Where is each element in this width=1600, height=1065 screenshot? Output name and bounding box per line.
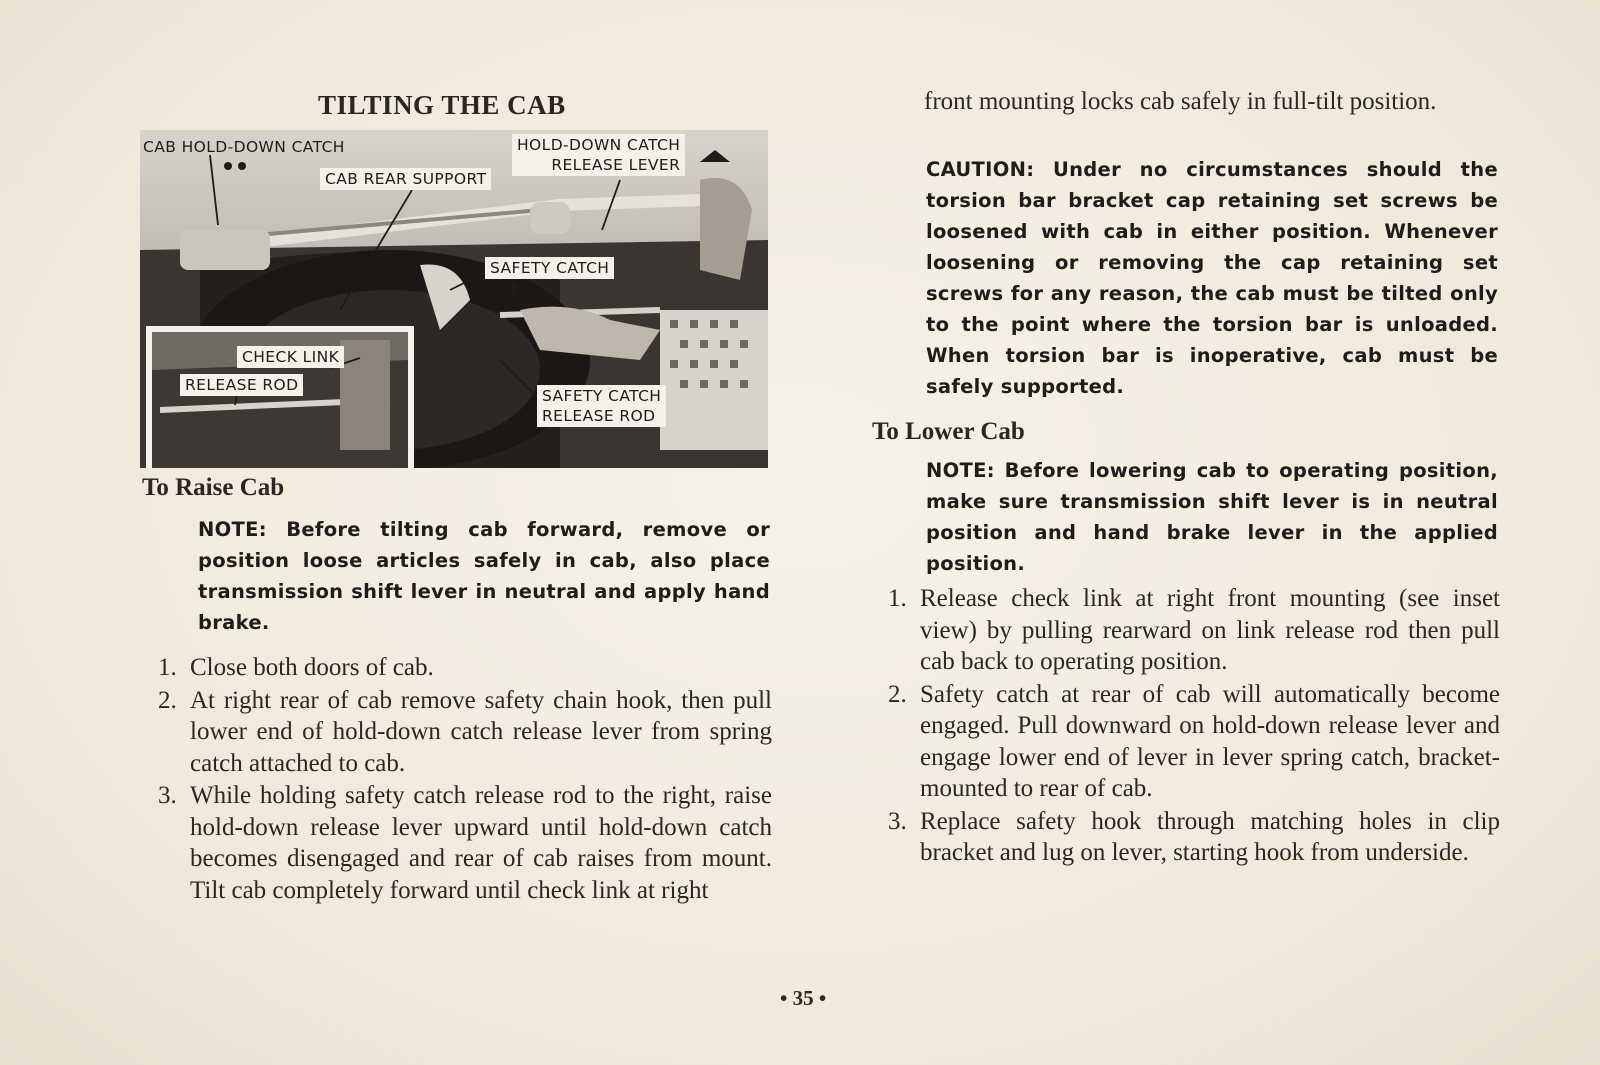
raise-cab-note: NOTE: Before tilting cab forward, remove or position loose articles safely in cab, also place transmission shift lever in neutral and apply hand brake. [198, 518, 770, 634]
callout-safety-catch-release-rod-line2: RELEASE ROD [542, 407, 656, 425]
lower-cab-heading: To Lower Cab [872, 418, 1025, 445]
callout-safety-catch-release-rod-line1: SAFETY CATCH [542, 387, 662, 405]
raise-cab-steps [148, 652, 772, 907]
raise-cab-heading: To Raise Cab [142, 474, 285, 501]
callout-cab-hold-down-catch: CAB HOLD-DOWN CATCH [143, 138, 345, 156]
lower-step-1: 1. Release check link at right front mounting (see inset view) by pulling rearward on link release rod then pull cab back to operating position. [888, 585, 1500, 675]
callout-hold-down-release-lever [512, 134, 685, 176]
lower-cab-steps [878, 583, 1500, 870]
callout-safety-catch: SAFETY CATCH [485, 257, 614, 279]
callout-hold-down-release-lever-line2: RELEASE LEVER [551, 156, 681, 174]
callout-check-link: CHECK LINK [237, 346, 344, 368]
raise-step-2: 2. At right rear of cab remove safety chain hook, then pull lower end of hold-down catch release lever from spring catch attached to cab. [158, 686, 772, 777]
lower-step-3: 3. Replace safety hook through matching holes in clip bracket and lug on lever, starting hook from underside. [888, 807, 1500, 866]
callout-hold-down-release-lever-line1: HOLD-DOWN CATCH [517, 136, 681, 154]
caution-note: CAUTION: Under no circumstances should the torsion bar bracket cap retaining set screws be loosened with cab in either position. Whenever loosening or removing the cap retaining set screws for any reason, the cab must be tilted only to the point where the torsion bar is unloaded. When torsion bar is inoperative, cab must be safely supported. [926, 158, 1498, 398]
lower-cab-note: NOTE: Before lowering cab to operating position, make sure transmission shift lever is in neutral position and hand brake lever in the applied position. [926, 459, 1498, 575]
cab-tilt-photo [140, 130, 768, 468]
callout-release-rod: RELEASE ROD [180, 374, 303, 396]
section-title: TILTING THE CAB [318, 90, 566, 120]
lower-step-2: 2. Safety catch at rear of cab will automatically become engaged. Pull downward on hold-down release lever and engage lower end of lever in lever spring catch, bracket-mounted to rear of cab. [888, 680, 1500, 802]
continuation-text: front mounting locks cab safely in full-tilt position. [924, 88, 1437, 115]
callout-cab-rear-support: CAB REAR SUPPORT [320, 168, 491, 190]
raise-step-3: 3. While holding safety catch release rod to the right, raise hold-down release lever upward until hold-down catch becomes disengaged and rear of cab raises from mount. Tilt cab completely forward until check link at right [158, 782, 772, 904]
raise-step-1: 1. Close both doors of cab. [158, 654, 434, 681]
callout-safety-catch-release-rod [537, 385, 666, 427]
page-number: • 35 • [780, 986, 827, 1010]
